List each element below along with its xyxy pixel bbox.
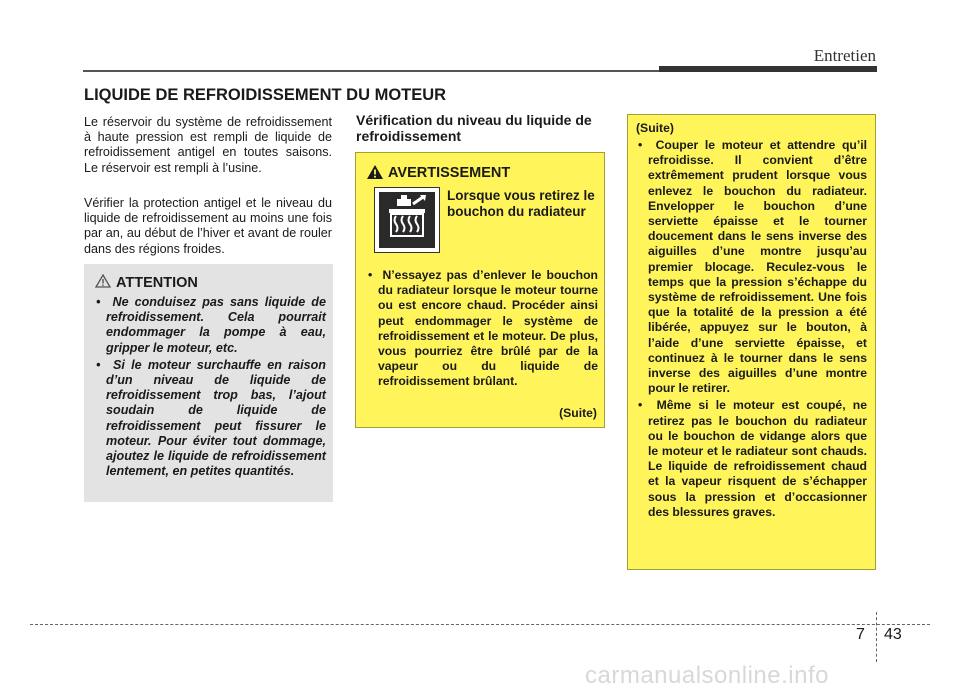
caution-list: [92, 295, 326, 481]
caution-item: • Ne conduisez pas sans liquide de refroidissement. Cela pourrait endommager la pompe à eau, gripper le moteur, etc.: [96, 295, 326, 355]
chapter-title: Entretien: [813, 46, 876, 65]
warning-continued-label: (Suite): [559, 406, 597, 420]
footer-rule: [30, 624, 930, 625]
warning-subtitle: Lorsque vous retirez le bouchon du radiateur: [447, 188, 595, 219]
warning-title: AVERTISSEMENT: [388, 165, 511, 181]
warning-item: • Même si le moteur est coupé, ne retirez pas le bouchon du radiateur ou le bouchon de vidange alors que le moteur et le radiateur sont chauds. Le liquide de refroidissement chaud et la vapeur risquent de s’échapper sous la pression et d’occasionner des blessures graves.: [638, 398, 867, 519]
continued-warning-list: [634, 138, 867, 522]
page-number: 43: [884, 626, 902, 643]
chapter-number: 7: [856, 626, 865, 643]
warning-item: • Couper le moteur et attendre qu’il refroidisse. Il convient d’être extrêmement prudent lorsque vous enlevez le bouchon du radiateur. Envelopper le bouchon d’une serviette épaisse et le tourner doucement dans le sens inverse des aiguilles d’une montre jusqu’au premier blocage. Reculez-vous le temps que la pression s’échappe du système de refroidissement. Une fois que la totalité de la pression a été libérée, appuyez sur le bouton, à l’aide d’une serviette épaisse, et continuez à le tourner dans le sens inverse des aiguilles d’une montre pour le retirer.: [638, 138, 867, 396]
page-number-separator: [876, 612, 877, 662]
section-title: LIQUIDE DE REFROIDISSEMENT DU MOTEUR: [84, 86, 447, 104]
watermark: carmanualsonline.info: [585, 662, 829, 689]
caution-triangle-icon: [95, 274, 111, 288]
header-rule: [83, 70, 659, 72]
caution-item: • Si le moteur surchauffe en raison d’un niveau de liquide de refroidissement trop bas, l’ajout soudain de liquide de refroidissement peut fissurer le moteur. Pour éviter tout dommage, ajoutez le liquide de refroidissement lentement, en petites quantités.: [96, 357, 326, 479]
hot-radiator-icon: [379, 192, 435, 248]
header-rule-thick: [659, 66, 877, 72]
caution-title: ATTENTION: [116, 275, 198, 291]
check-level-heading: Vérification du niveau du liquide de refroidissement: [356, 112, 592, 144]
warning-item: • N’essayez pas d’enlever le bouchon du radiateur lorsque le moteur tourne ou est encore chaud. Procéder ainsi peut endommager le système de refroidissement et le moteur. De plus, vous pourriez être brûlé par de la vapeur ou du liquide de refroidissement brûlant.: [368, 268, 598, 389]
warning-list: [364, 268, 598, 392]
intro-paragraph: Le réservoir du système de refroidissement à haute pression est rempli de liquide de refroidissement antigel en toutes saisons. Le réservoir est rempli à l’usine.: [84, 115, 332, 175]
warning-triangle-icon: [366, 164, 384, 180]
check-paragraph: Vérifier la protection antigel et le niveau du liquide de refroidissement au moins une fois par an, au début de l’hiver et avant de rouler dans des régions froides.: [84, 196, 332, 256]
continued-label: (Suite): [636, 121, 674, 135]
